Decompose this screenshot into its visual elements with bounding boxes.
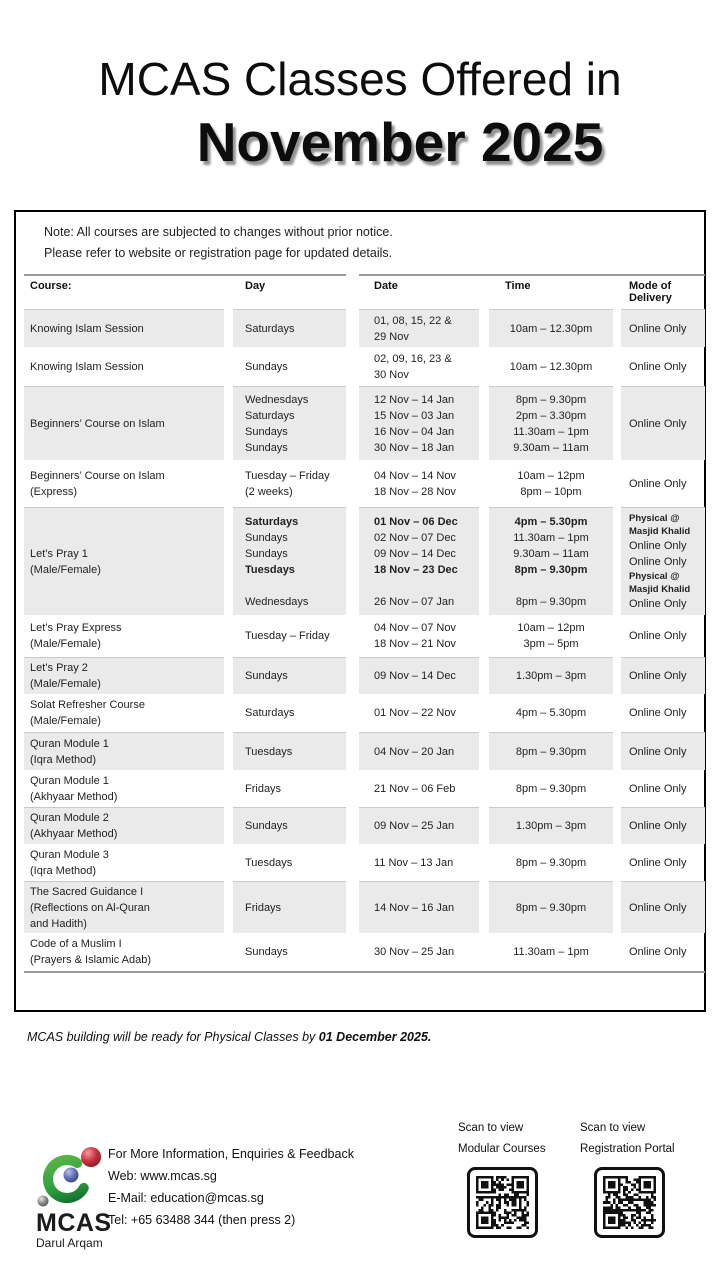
- cell-day: Sundays: [245, 946, 288, 958]
- cell-day: Sundays: [233, 657, 346, 694]
- cell-day: Saturdays: [245, 707, 295, 719]
- building-footnote: [27, 1030, 431, 1044]
- cell-mode: Online Only: [621, 732, 705, 770]
- cell-time: 1.30pm – 3pm: [489, 807, 613, 844]
- cell-day: Saturdays Sundays Sundays Tuesdays Wednesdays: [233, 507, 346, 615]
- cell-time: 8pm – 9.30pm: [489, 881, 613, 933]
- cell-time: 4pm – 5.30pm 11.30am – 1pm 9.30am – 11am 8pm – 9.30pm 8pm – 9.30pm: [489, 507, 613, 615]
- cell-course: Knowing Islam Session: [30, 360, 144, 373]
- cell-day: Fridays: [233, 881, 346, 933]
- cell-time: 8pm – 9.30pm: [489, 732, 613, 770]
- cell-time: 4pm – 5.30pm: [515, 707, 587, 719]
- table-header-row: [16, 274, 708, 309]
- mcas-logo-icon: [36, 1146, 108, 1208]
- table-row: [16, 386, 708, 460]
- table-body: [16, 309, 708, 971]
- logo-wordmark: MCAS: [36, 1209, 112, 1237]
- cell-day: Tuesdays: [245, 856, 293, 869]
- cell-day: Saturdays: [233, 309, 346, 347]
- page-title-line1: MCAS Classes Offered in: [98, 53, 622, 105]
- table-row: [16, 507, 708, 615]
- table-row: [16, 732, 708, 770]
- cell-mode: Online Only: [621, 657, 705, 694]
- logo-red-sphere: [81, 1147, 101, 1167]
- table-row: [16, 844, 708, 881]
- cell-day: Tuesday – Friday (2 weeks): [245, 469, 330, 498]
- header-course: Course:: [30, 280, 72, 292]
- cell-time: 11.30am – 1pm: [513, 946, 589, 958]
- footnote-bold-date: 01 December 2025.: [318, 1030, 432, 1044]
- cell-date: 01 Nov – 22 Nov: [374, 707, 456, 719]
- cell-time: 10am – 12pm 8pm – 10pm: [517, 469, 585, 498]
- cell-course: Solat Refresher Course (Male/Female): [30, 699, 145, 727]
- cell-course: Quran Module 3 (Iqra Method): [30, 848, 109, 877]
- note-line2: Please refer to website or registration page for updated details.: [44, 246, 393, 260]
- cell-time: 8pm – 9.30pm: [515, 782, 587, 795]
- cell-day: Tuesday – Friday: [245, 630, 330, 642]
- table-row: [16, 460, 708, 507]
- cell-date: 01, 08, 15, 22 & 29 Nov: [359, 309, 479, 347]
- note-line1: Note: All courses are subjected to changes without prior notice.: [44, 225, 393, 239]
- qr-label-modular-courses: Scan to view Modular Courses: [458, 1122, 546, 1155]
- table-row: [16, 933, 708, 971]
- cell-mode: Online Only: [629, 856, 687, 869]
- cell-time: 1.30pm – 3pm: [489, 657, 613, 694]
- table-row: [16, 309, 708, 347]
- header-time: Time: [505, 280, 531, 292]
- cell-day: Sundays: [245, 360, 288, 373]
- contact-block: [108, 1143, 354, 1231]
- logo-gray-sphere: [38, 1196, 49, 1207]
- course-schedule-table: [16, 274, 708, 973]
- table-bottom-rule: [24, 971, 705, 973]
- cell-course: Let’s Pray Express (Male/Female): [30, 622, 122, 650]
- logo-blue-sphere: [64, 1168, 79, 1183]
- page-title-line2: November 2025: [196, 111, 604, 173]
- cell-course: The Sacred Guidance I (Reflections on Al-Quran and Hadith): [24, 881, 224, 933]
- table-row: [16, 770, 708, 807]
- cell-date: 04 Nov – 14 Nov 18 Nov – 28 Nov: [374, 469, 456, 498]
- cell-mode: Online Only: [629, 782, 687, 795]
- cell-course: Let’s Pray 1 (Male/Female): [24, 507, 224, 615]
- table-row: [16, 657, 708, 694]
- cell-mode: Online Only: [629, 630, 687, 642]
- cell-course: Quran Module 2 (Akhyaar Method): [24, 807, 224, 844]
- table-row: [16, 807, 708, 844]
- header-date: Date: [374, 280, 398, 292]
- table-row: [16, 347, 708, 386]
- table-row: [16, 881, 708, 933]
- logo-subtitle: Darul Arqam: [36, 1236, 103, 1250]
- cell-date: 21 Nov – 06 Feb: [374, 782, 456, 795]
- cell-time: 10am – 12.30pm: [489, 309, 613, 347]
- cell-mode: Online Only: [621, 386, 705, 460]
- cell-mode: Online Only: [629, 477, 687, 490]
- qr-label-registration-portal: Scan to view Registration Portal: [580, 1122, 675, 1155]
- contact-tel: Tel: +65 63488 344 (then press 2): [108, 1213, 296, 1227]
- cell-date: 09 Nov – 25 Jan: [359, 807, 479, 844]
- cell-mode: Online Only: [629, 360, 687, 373]
- cell-course: Beginners’ Course on Islam: [24, 386, 224, 460]
- cell-time: 10am – 12pm 3pm – 5pm: [517, 622, 585, 650]
- cell-date: 12 Nov – 14 Jan 15 Nov – 03 Jan 16 Nov – 04 Jan 30 Nov – 18 Jan: [359, 386, 479, 460]
- cell-date: 11 Nov – 13 Jan: [374, 856, 454, 869]
- cell-course: Let’s Pray 2 (Male/Female): [24, 657, 224, 694]
- cell-day: Tuesdays: [233, 732, 346, 770]
- header-mode-of-delivery: Mode of Delivery: [629, 280, 672, 304]
- cell-date: 30 Nov – 25 Jan: [374, 946, 455, 958]
- cell-date: 01 Nov – 06 Dec 02 Nov – 07 Dec 09 Nov – 14 Dec 18 Nov – 23 Dec 26 Nov – 07 Jan: [359, 507, 479, 615]
- cell-course: Knowing Islam Session: [24, 309, 224, 347]
- cell-mode: Online Only: [629, 707, 687, 719]
- cell-course: Code of a Muslim I (Prayers & Islamic Adab): [30, 938, 152, 966]
- cell-course: Beginners’ Course on Islam (Express): [30, 469, 165, 498]
- cell-mode: Online Only: [621, 881, 705, 933]
- cell-time: 10am – 12.30pm: [509, 360, 593, 373]
- cell-mode: Online Only: [621, 807, 705, 844]
- cell-day: Sundays: [233, 807, 346, 844]
- cell-day: Wednesdays Saturdays Sundays Sundays: [233, 386, 346, 460]
- qr-code-registration-portal: [594, 1167, 665, 1238]
- cell-mode: Physical @ Masjid Khalid Online Only Online Only Physical @ Masjid Khalid Online Only: [621, 507, 705, 615]
- cell-course: Quran Module 1 (Akhyaar Method): [30, 774, 118, 803]
- schedule-box: [14, 210, 706, 1012]
- table-row: [16, 694, 708, 732]
- cell-date: 02, 09, 16, 23 & 30 Nov: [374, 352, 452, 381]
- cell-mode: Online Only: [629, 946, 687, 958]
- cell-date: 14 Nov – 16 Jan: [359, 881, 479, 933]
- cell-date: 09 Nov – 14 Dec: [359, 657, 479, 694]
- contact-web: Web: www.mcas.sg: [108, 1169, 217, 1183]
- cell-day: Fridays: [245, 782, 282, 795]
- header-day: Day: [245, 280, 266, 292]
- cell-mode: Online Only: [621, 309, 705, 347]
- qr-code-modular-courses: [467, 1167, 538, 1238]
- table-row: [16, 615, 708, 657]
- cell-date: 04 Nov – 07 Nov 18 Nov – 21 Nov: [374, 622, 456, 650]
- cell-course: Quran Module 1 (Iqra Method): [24, 732, 224, 770]
- cell-date: 04 Nov – 20 Jan: [359, 732, 479, 770]
- footnote-text: MCAS building will be ready for Physical Classes by: [27, 1030, 319, 1044]
- contact-email: E-Mail: education@mcas.sg: [108, 1191, 264, 1205]
- note: [44, 222, 393, 264]
- cell-time: 8pm – 9.30pm 2pm – 3.30pm 11.30am – 1pm 9.30am – 11am: [489, 386, 613, 460]
- contact-heading: For More Information, Enquiries & Feedback: [108, 1147, 354, 1161]
- cell-time: 8pm – 9.30pm: [515, 856, 587, 869]
